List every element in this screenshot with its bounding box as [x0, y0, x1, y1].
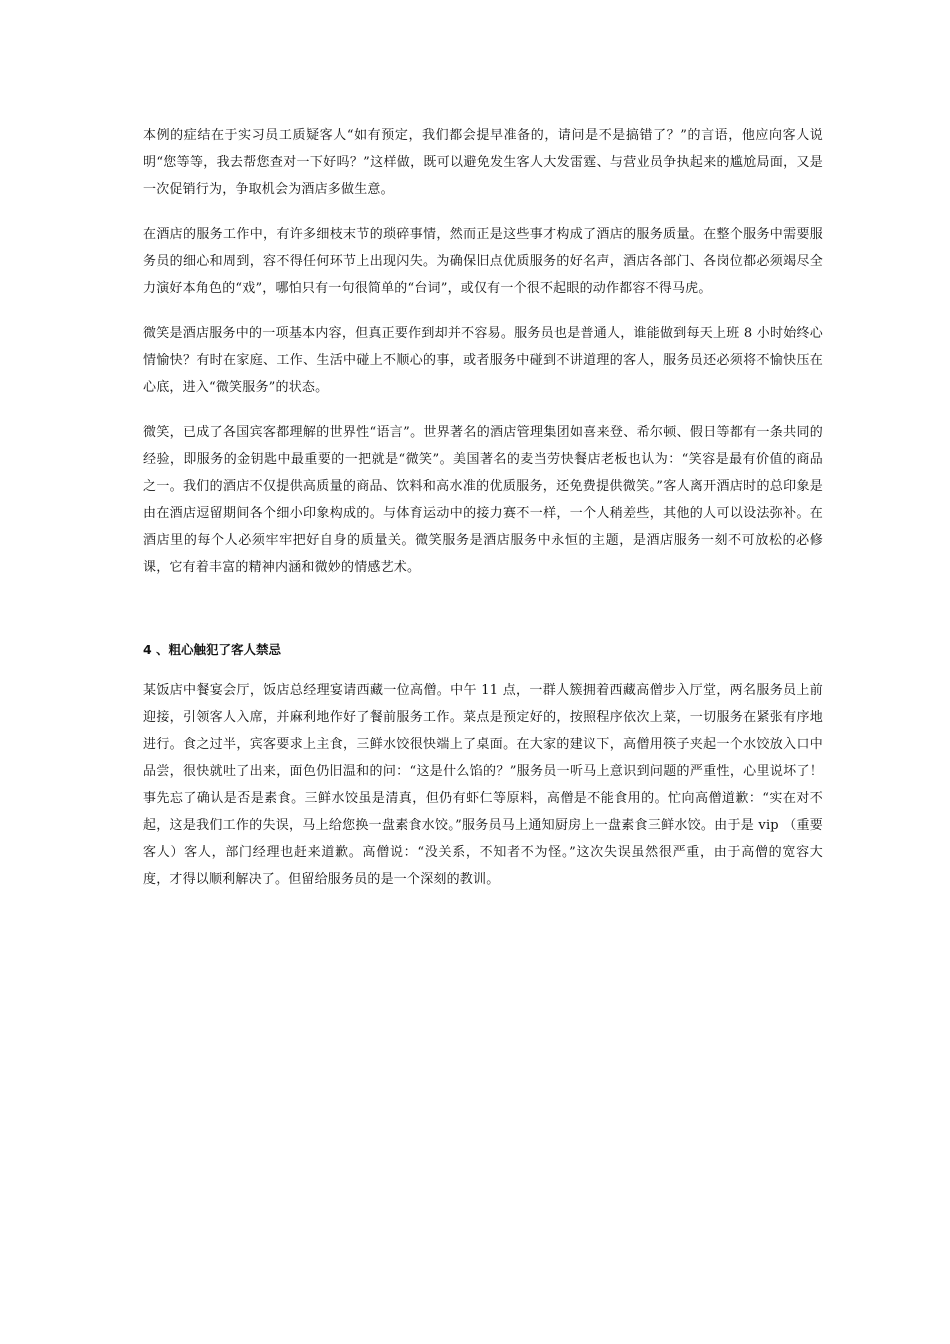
paragraph-case-story: 某饭店中餐宴会厅，饭店总经理宴请西藏一位高僧。中午 11 点，一群人簇拥着西藏高僧步入厅堂，两名服务员上前迎接，引领客人入席，并麻利地作好了餐前服务工作。菜点是预定好的，按照程序依次上菜，一切服务在紧张有序地进行。食之过半，宾客要求上主食，三鲜水饺很快端上了桌面。在大家的建议下，高僧用筷子夹起一个水饺放入口中品尝，很快就吐了出来，面色仍旧温和的问：“这是什么馅的？”服务员一听马上意识到问题的严重性，心里说坏了！事先忘了确认是否是素食。三鲜水饺虽是清真，但仍有虾仁等原料，高僧是不能食用的。忙向高僧道歉：“实在对不起，这是我们工作的失误，马上给您换一盘素食水饺。”服务员马上通知厨房上一盘素食三鲜水饺。由于是 vip （重要客人）客人，部门经理也赶来道歉。高僧说：“没关系，不知者不为怪。”这次失误虽然很严重，由于高僧的宽容大度，才得以顺利解决了。但留给服务员的是一个深刻的教训。 — [143, 683, 823, 887]
paragraph-smile-basics: 微笑是酒店服务中的一项基本内容，但真正要作到却并不容易。服务员也是普通人，谁能做到每天上班 8 小时始终心情愉快？有时在家庭、工作、生活中碰上不顺心的事，或者服务中碰到不讲道理的客人，服务员还必须将不愉快压在心底，进入“微笑服务”的状态。 — [143, 326, 823, 395]
paragraph-case-analysis: 本例的症结在于实习员工质疑客人“如有预定，我们都会提早准备的，请问是不是搞错了？”的言语，他应向客人说明“您等等，我去帮您查对一下好吗？”这样做，既可以避免发生客人大发雷霆、与营业员争执起来的尴尬局面，又是一次促销行为，争取机会为酒店多做生意。 — [143, 128, 823, 197]
document-body — [143, 122, 823, 893]
paragraph-service-details: 在酒店的服务工作中，有许多细枝末节的琐碎事情，然而正是这些事才构成了酒店的服务质量。在整个服务中需要服务员的细心和周到，容不得任何环节上出现闪失。为确保旧点优质服务的好名声，酒店各部门、各岗位都必须竭尽全力演好本角色的“戏”，哪怕只有一句很简单的“台词”，或仅有一个很不起眼的动作都容不得马虎。 — [143, 227, 823, 296]
section-heading: 4 、粗心触犯了客人禁忌 — [143, 642, 282, 657]
paragraph-smile-language: 微笑，已成了各国宾客都理解的世界性“语言”。世界著名的酒店管理集团如喜来登、希尔顿、假日等都有一条共同的经验，即服务的金钥匙中最重要的一把就是“微笑”。美国著名的麦当劳快餐店老板也认为：“笑容是最有价值的商品之一。我们的酒店不仅提供高质量的商品、饮料和高水准的优质服务，还免费提供微笑。”客人离开酒店时的总印象是由在酒店逗留期间各个细小印象构成的。与体育运动中的接力赛不一样，一个人稍差些，其他的人可以设法弥补。在酒店里的每个人必须牢牢把好自身的质量关。微笑服务是酒店服务中永恒的主题，是酒店服务一刻不可放松的必修课，它有着丰富的精神内涵和微妙的情感艺术。 — [143, 425, 823, 575]
